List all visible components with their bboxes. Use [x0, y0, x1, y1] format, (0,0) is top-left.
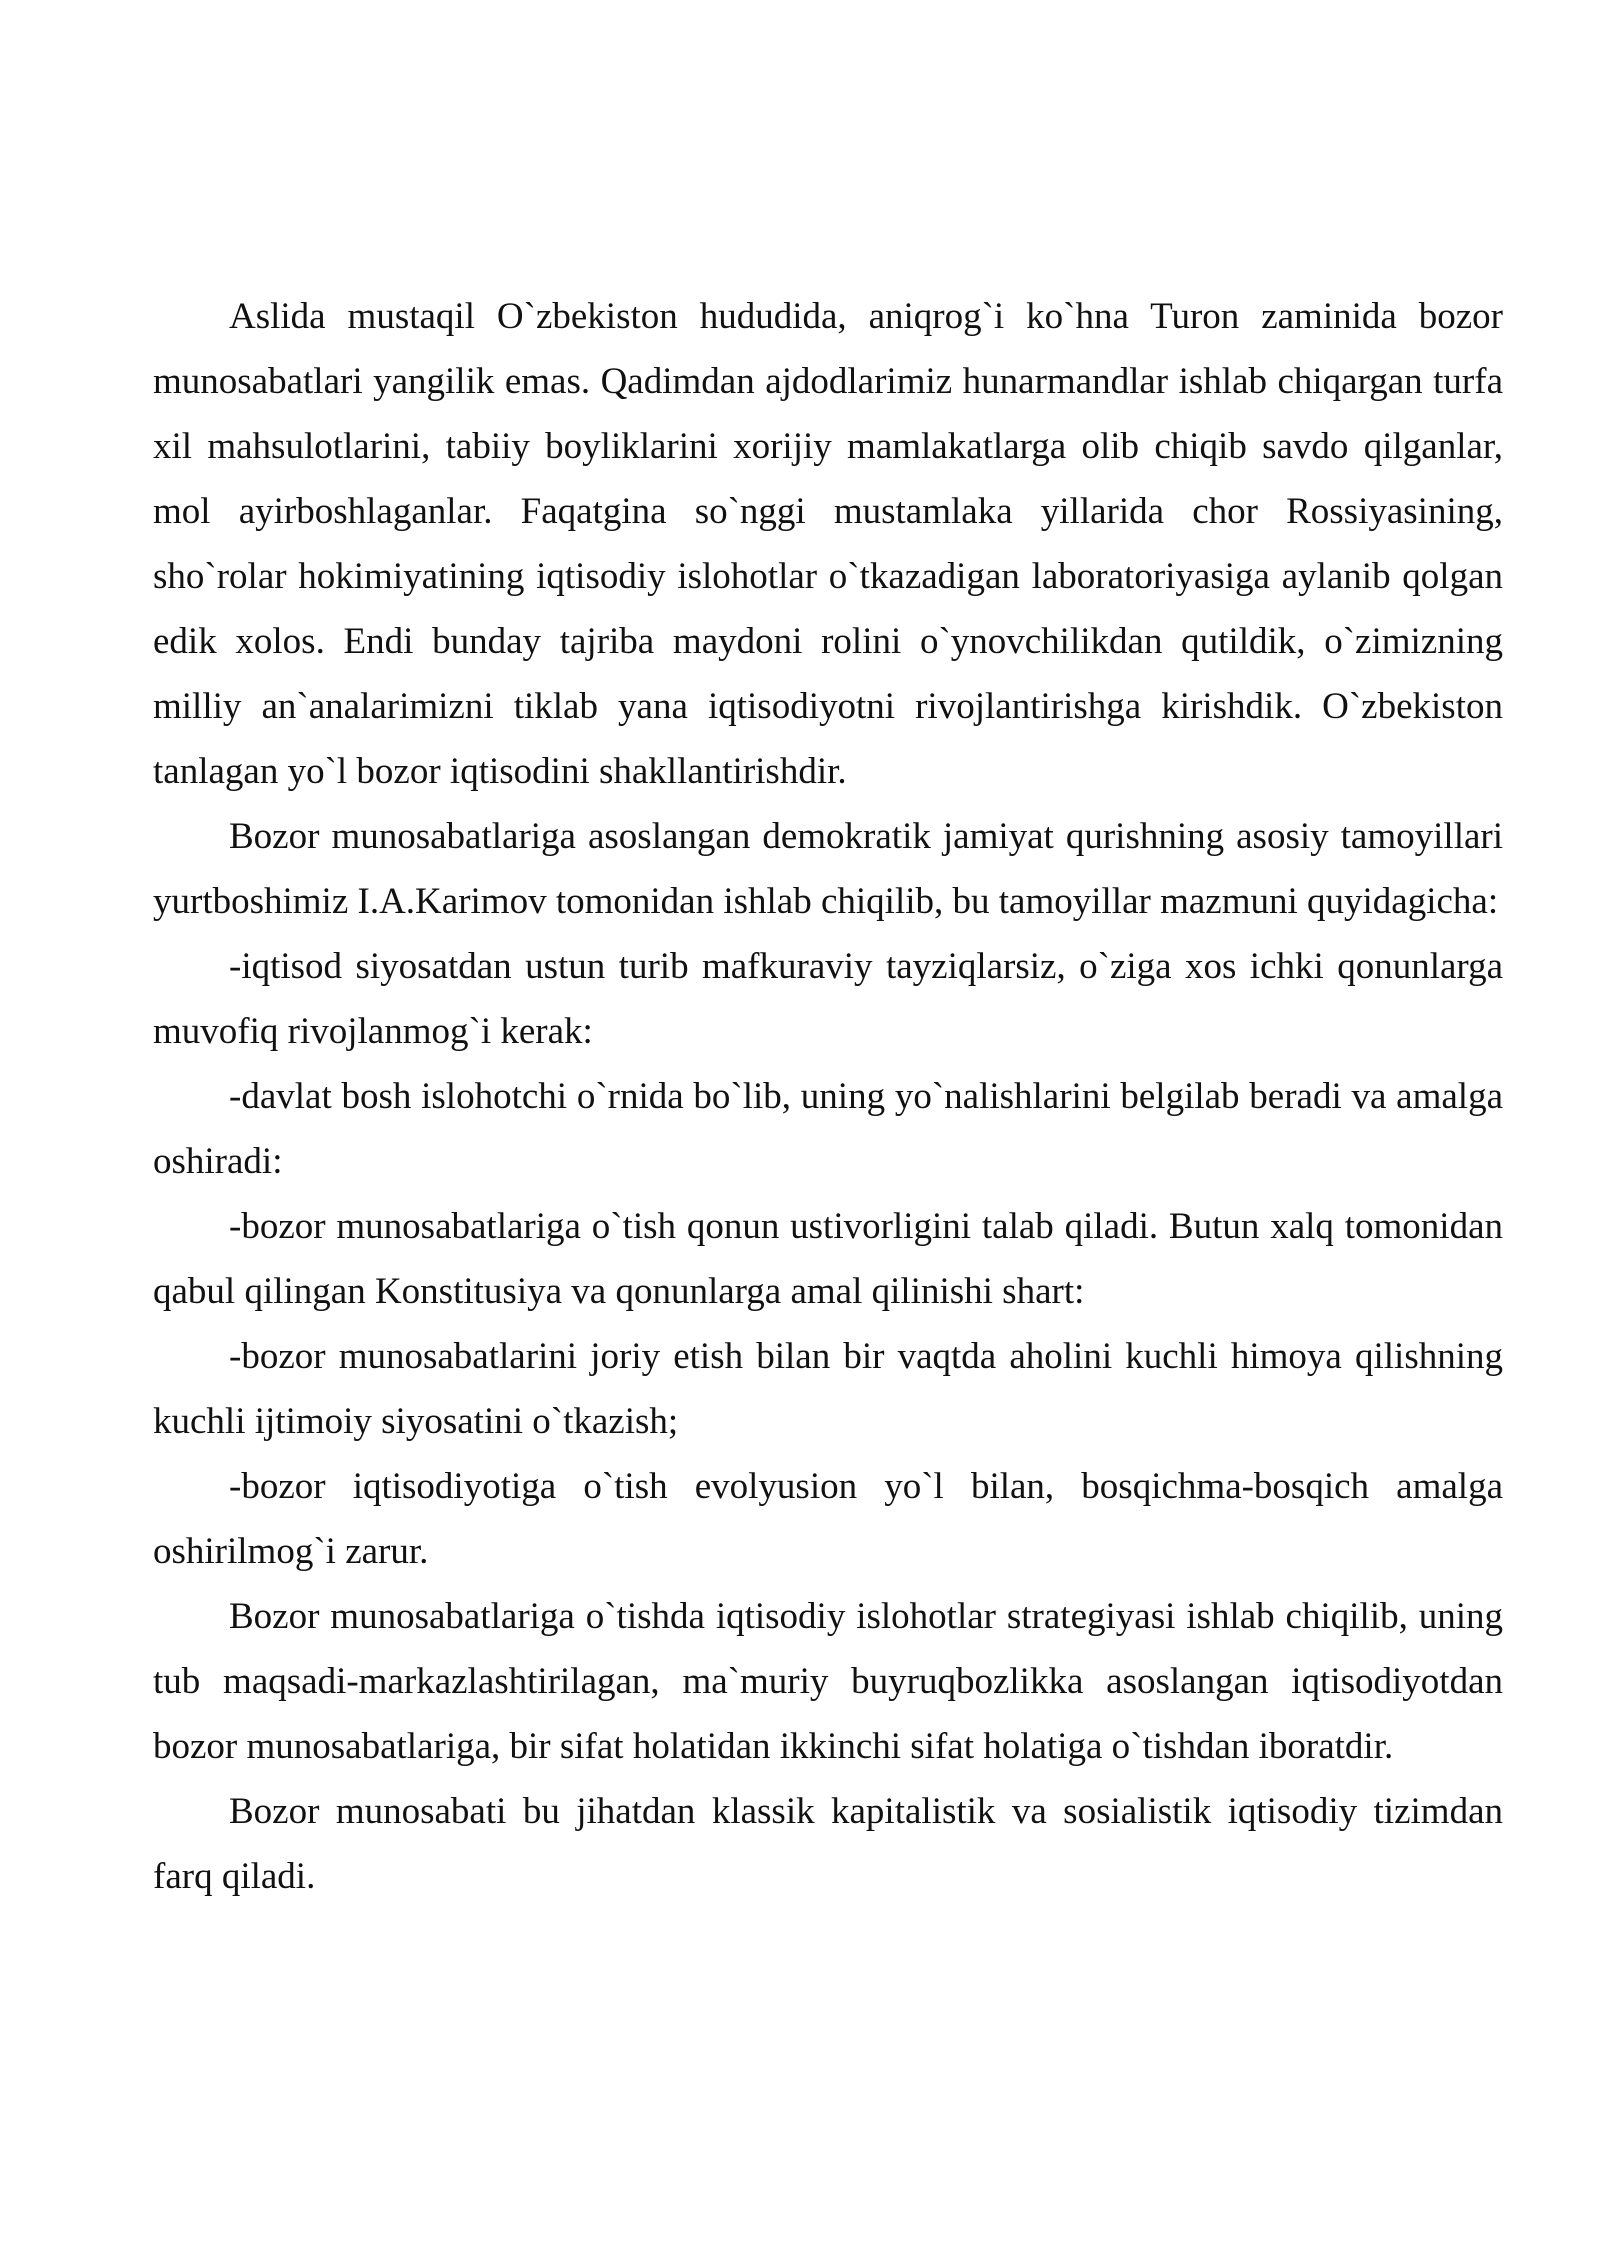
- list-item-principle-1: -iqtisod siyosatdan ustun turib mafkuraviy tayziqlarsiz, o`ziga xos ichki qonunlarga muvofiq rivojlanmog`i kerak:: [153, 946, 1503, 1052]
- paragraph-intro: Aslida mustaqil O`zbekiston hududida, aniqrog`i ko`hna Turon zaminida bozor munosabatlari yangilik emas. Qadimdan ajdodlarimiz hunarmandlar ishlab chiqargan turfa xil mahsulotlarini, tabiiy boyliklarini xorijiy mamlakatlarga olib chiqib savdo qilganlar, mol ayirboshlaganlar. Faqatgina so`nggi mustamlaka yillarida chor Rossiyasining, sho`rolar hokimiyatining iqtisodiy islohotlar o`tkazadigan laboratoriyasiga aylanib qolgan edik xolos. Endi bunday tajriba maydoni rolini o`ynovchilikdan qutildik, o`zimizning milliy an`analarimizni tiklab yana iqtisodiyotni rivojlantirishga kirishdik. O`zbekiston tanlagan yo`l bozor iqtisodini shakllantirishdir.: [153, 296, 1503, 792]
- document-page: [153, 284, 1503, 1909]
- paragraph-conclusion: Bozor munosabati bu jihatdan klassik kapitalistik va sosialistik iqtisodiy tizimdan farq qiladi.: [153, 1791, 1503, 1897]
- paragraph-principles-intro: Bozor munosabatlariga asoslangan demokratik jamiyat qurishning asosiy tamoyillari yurtboshimiz I.A.Karimov tomonidan ishlab chiqilib, bu tamoyillar mazmuni quyidagicha:: [153, 816, 1503, 922]
- list-item-principle-3: -bozor munosabatlariga o`tish qonun ustivorligini talab qiladi. Butun xalq tomonidan qabul qilingan Konstitusiya va qonunlarga amal qilinishi shart:: [153, 1206, 1503, 1312]
- list-item-principle-2: -davlat bosh islohotchi o`rnida bo`lib, uning yo`nalishlarini belgilab beradi va amalga oshiradi:: [153, 1076, 1503, 1182]
- paragraph-strategy: Bozor munosabatlariga o`tishda iqtisodiy islohotlar strategiyasi ishlab chiqilib, uning tub maqsadi-markazlashtirilagan, ma`muriy buyruqbozlikka asoslangan iqtisodiyotdan bozor munosabatlariga, bir sifat holatidan ikkinchi sifat holatiga o`tishdan iboratdir.: [153, 1596, 1503, 1767]
- list-item-principle-4: -bozor munosabatlarini joriy etish bilan bir vaqtda aholini kuchli himoya qilishning kuchli ijtimoiy siyosatini o`tkazish;: [153, 1336, 1503, 1442]
- list-item-principle-5: -bozor iqtisodiyotiga o`tish evolyusion yo`l bilan, bosqichma-bosqich amalga oshirilmog`i zarur.: [153, 1466, 1503, 1572]
